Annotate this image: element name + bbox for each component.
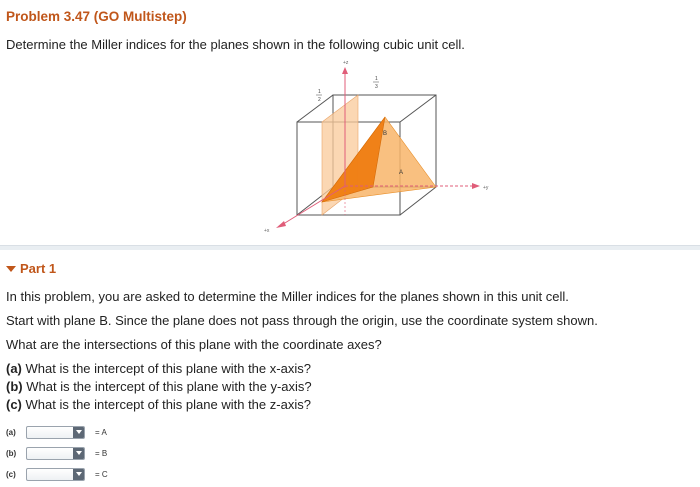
question-a-text: What is the intercept of this plane with the x-axis?: [25, 361, 311, 376]
cube-edge: [400, 95, 436, 122]
question-a-tag: (a): [6, 361, 22, 376]
answer-a-label: (a): [6, 427, 16, 437]
answer-row-a: [6, 425, 107, 439]
plane-a-label: A: [399, 170, 404, 176]
part-1-header[interactable]: [6, 261, 56, 276]
part-1-label: Part 1: [20, 261, 57, 276]
answer-a-unit: = A: [95, 427, 107, 437]
z-axis-arrow: [342, 67, 348, 74]
answer-b-dropdown[interactable]: [26, 447, 85, 460]
answer-c-unit: = C: [95, 469, 108, 479]
question-b-tag: (b): [6, 379, 23, 394]
answer-row-c: [6, 467, 108, 481]
fraction2-numerator: 1: [318, 89, 321, 95]
part-text-line-1: In this problem, you are asked to determine the Miller indices for the planes shown in this unit cell.: [6, 289, 569, 304]
question-c-text: What is the intercept of this plane with the z-axis?: [25, 397, 311, 412]
x-axis-label: +x: [264, 228, 270, 234]
question-c-tag: (c): [6, 397, 22, 412]
fraction2-denominator: 2: [318, 97, 321, 103]
fraction-numerator: 1: [375, 76, 378, 82]
part-text-line-2: Start with plane B. Since the plane does not pass through the origin, use the coordinate system shown.: [6, 313, 598, 328]
collapse-caret-icon[interactable]: [6, 266, 16, 272]
dropdown-arrow-icon[interactable]: [73, 469, 84, 480]
answer-a-dropdown[interactable]: [26, 426, 85, 439]
answer-c-label: (c): [6, 469, 16, 479]
y-axis-label: +y: [483, 185, 489, 191]
question-a: [6, 361, 311, 376]
answer-b-unit: = B: [95, 448, 108, 458]
problem-intro: Determine the Miller indices for the planes shown in the following cubic unit cell.: [6, 37, 465, 52]
question-b: [6, 379, 312, 394]
plane-b-label: B: [383, 131, 388, 137]
question-c: [6, 397, 311, 412]
answer-row-b: [6, 446, 107, 460]
y-axis-arrow: [472, 183, 480, 189]
answer-b-label: (b): [6, 448, 17, 458]
z-axis-label: +z: [343, 60, 349, 66]
part-text-line-3: What are the intersections of this plane with the coordinate axes?: [6, 337, 382, 352]
dropdown-arrow-icon[interactable]: [73, 448, 84, 459]
fraction-denominator: 3: [375, 84, 378, 90]
answer-c-dropdown[interactable]: [26, 468, 85, 481]
x-axis: [280, 186, 345, 226]
dropdown-arrow-icon[interactable]: [73, 427, 84, 438]
unit-cell-figure: [240, 56, 500, 246]
problem-title: Problem 3.47 (GO Multistep): [6, 9, 187, 24]
unit-cell-diagram: [240, 56, 500, 246]
section-divider: [0, 245, 700, 250]
x-axis-arrow: [276, 221, 286, 228]
question-b-text: What is the intercept of this plane with the y-axis?: [26, 379, 312, 394]
